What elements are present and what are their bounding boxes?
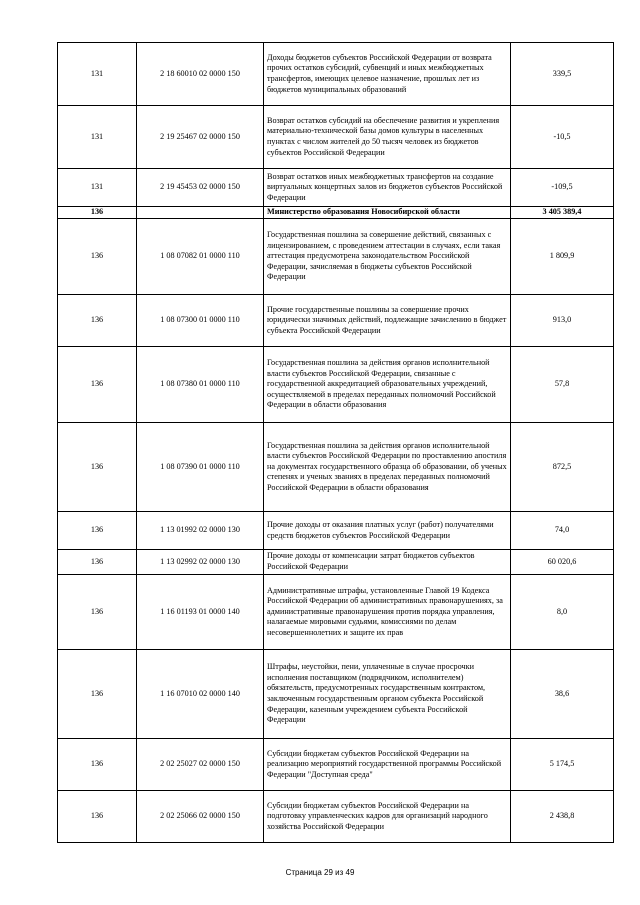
revenue-name-cell: Штрафы, неустойки, пени, уплаченные в случае просрочки исполнения поставщиком (подрядчиком, исполнителем) обязательств, предусмотренных государственным контрактом, заключенным государственным органом субъекта Российской Федерации, казенным учреждением субъекта Российской Федерации [264, 650, 511, 739]
table-row [58, 169, 614, 207]
classification-code-cell: 1 08 07380 01 0000 110 [137, 347, 264, 423]
admin-code-cell: 131 [58, 169, 137, 207]
admin-code-cell: 136 [58, 791, 137, 843]
admin-code-cell: 136 [58, 575, 137, 650]
classification-code-cell: 2 02 25066 02 0000 150 [137, 791, 264, 843]
budget-revenue-table [57, 42, 614, 843]
classification-code-cell: 1 16 01193 01 0000 140 [137, 575, 264, 650]
admin-code-cell: 136 [58, 739, 137, 791]
classification-code-cell: 2 19 25467 02 0000 150 [137, 106, 264, 169]
admin-code-cell: 136 [58, 550, 137, 575]
classification-code-cell: 1 16 07010 02 0000 140 [137, 650, 264, 739]
amount-cell: 1 809,9 [511, 219, 614, 295]
amount-cell: 8,0 [511, 575, 614, 650]
revenue-name-cell: Субсидии бюджетам субъектов Российской Федерации на подготовку управленческих кадров для организаций народного хозяйства Российской Федерации [264, 791, 511, 843]
classification-code-cell: 1 08 07300 01 0000 110 [137, 295, 264, 347]
table-row [58, 347, 614, 423]
admin-code-cell: 131 [58, 43, 137, 106]
amount-cell: 5 174,5 [511, 739, 614, 791]
revenue-name-cell: Прочие доходы от компенсации затрат бюджетов субъектов Российской Федерации [264, 550, 511, 575]
revenue-name-cell: Прочие государственные пошлины за совершение прочих юридически значимых действий, подлежащие зачислению в бюджет субъекта Российской Федерации [264, 295, 511, 347]
classification-code-cell: 1 13 02992 02 0000 130 [137, 550, 264, 575]
revenue-name-cell: Субсидии бюджетам субъектов Российской Федерации на реализацию мероприятий государственной программы Российской Федерации "Доступная среда" [264, 739, 511, 791]
admin-code-cell: 136 [58, 650, 137, 739]
amount-cell: 3 405 389,4 [511, 207, 614, 219]
revenue-name-cell: Государственная пошлина за совершение действий, связанных с лицензированием, с проведением аттестации в случаях, если такая аттестация предусмотрена законодательством Российской Федерации, зачисляемая в бюджеты субъектов Российской Федерации [264, 219, 511, 295]
admin-code-cell: 136 [58, 295, 137, 347]
table-row [58, 791, 614, 843]
revenue-name-cell: Административные штрафы, установленные Главой 19 Кодекса Российской Федерации об административных правонарушениях, за административные правонарушения против порядка управления, налагаемые мировыми судьями, комиссиями по делам несовершеннолетних и защите их прав [264, 575, 511, 650]
amount-cell: 913,0 [511, 295, 614, 347]
classification-code-cell: 1 08 07082 01 0000 110 [137, 219, 264, 295]
admin-code-cell: 136 [58, 207, 137, 219]
amount-cell: 872,5 [511, 423, 614, 512]
table-row [58, 423, 614, 512]
classification-code-cell: 1 08 07390 01 0000 110 [137, 423, 264, 512]
table-row [58, 106, 614, 169]
admin-code-cell: 136 [58, 347, 137, 423]
table-row [58, 550, 614, 575]
classification-code-cell: 1 13 01992 02 0000 130 [137, 512, 264, 550]
table-row [58, 512, 614, 550]
table-row [58, 739, 614, 791]
revenue-name-cell: Доходы бюджетов субъектов Российской Федерации от возврата прочих остатков субсидий, субвенций и иных межбюджетных трансфертов, имеющих целевое назначение, прошлых лет из бюджетов муниципальных образований [264, 43, 511, 106]
admin-code-cell: 136 [58, 512, 137, 550]
admin-code-cell: 131 [58, 106, 137, 169]
revenue-name-cell: Государственная пошлина за действия органов исполнительной власти субъектов Российской Федерации по проставлению апостиля на документах государственного образца об образовании, об ученых степенях и ученых званиях в пределах переданных полномочий Российской Федерации в области образования [264, 423, 511, 512]
revenue-name-cell: Государственная пошлина за действия органов исполнительной власти субъектов Российской Федерации, связанные с государственной аккредитацией образовательных учреждений, осуществляемой в пределах переданных полномочий Российской Федерации в области образования [264, 347, 511, 423]
classification-code-cell: 2 19 45453 02 0000 150 [137, 169, 264, 207]
admin-code-cell: 136 [58, 423, 137, 512]
table-row [58, 43, 614, 106]
amount-cell: -10,5 [511, 106, 614, 169]
table-row [58, 575, 614, 650]
classification-code-cell [137, 207, 264, 219]
amount-cell: -109,5 [511, 169, 614, 207]
revenue-name-cell: Прочие доходы от оказания платных услуг (работ) получателями средств бюджетов субъектов Российской Федерации [264, 512, 511, 550]
revenue-name-cell: Министерство образования Новосибирской области [264, 207, 511, 219]
revenue-name-cell: Возврат остатков иных межбюджетных трансфертов на создание виртуальных концертных залов из бюджетов субъектов Российской Федерации [264, 169, 511, 207]
amount-cell: 57,8 [511, 347, 614, 423]
amount-cell: 339,5 [511, 43, 614, 106]
table-row [58, 219, 614, 295]
amount-cell: 74,0 [511, 512, 614, 550]
amount-cell: 38,6 [511, 650, 614, 739]
admin-code-cell: 136 [58, 219, 137, 295]
table-row [58, 207, 614, 219]
page-number: Страница 29 из 49 [285, 868, 355, 877]
table-row [58, 295, 614, 347]
revenue-name-cell: Возврат остатков субсидий на обеспечение развития и укрепления материально-технической базы домов культуры в населенных пунктах с числом жителей до 50 тысяч человек из бюджетов субъектов Российской Федерации [264, 106, 511, 169]
amount-cell: 2 438,8 [511, 791, 614, 843]
classification-code-cell: 2 02 25027 02 0000 150 [137, 739, 264, 791]
amount-cell: 60 020,6 [511, 550, 614, 575]
table-row [58, 650, 614, 739]
classification-code-cell: 2 18 60010 02 0000 150 [137, 43, 264, 106]
